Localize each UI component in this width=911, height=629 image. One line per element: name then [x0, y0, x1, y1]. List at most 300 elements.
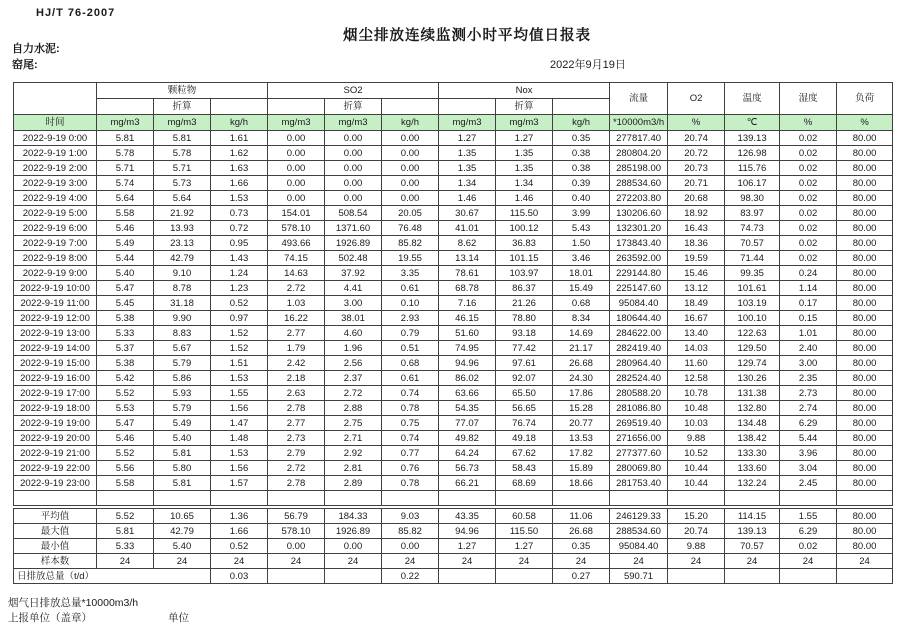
table-cell: 5.73 — [154, 176, 211, 191]
table-cell — [553, 491, 610, 506]
table-cell: 80.00 — [837, 296, 893, 311]
table-cell: 5.74 — [97, 176, 154, 191]
table-cell: 280588.20 — [610, 386, 668, 401]
table-cell: 281753.40 — [610, 476, 668, 491]
table-cell: 5.78 — [97, 146, 154, 161]
table-cell: 132.24 — [725, 476, 780, 491]
table-cell: 103.97 — [496, 266, 553, 281]
table-cell: 80.00 — [837, 509, 893, 524]
table-row — [14, 296, 893, 311]
table-row — [14, 206, 893, 221]
table-cell: 0.78 — [382, 476, 439, 491]
table-cell: 1371.60 — [325, 221, 382, 236]
table-cell: 24 — [97, 554, 154, 569]
table-cell: 16.22 — [268, 311, 325, 326]
table-cell: 132301.20 — [610, 221, 668, 236]
table-cell: 95084.40 — [610, 539, 668, 554]
table-cell: 0.72 — [211, 221, 268, 236]
table-cell: 14.69 — [553, 326, 610, 341]
table-cell: 64.24 — [439, 446, 496, 461]
table-cell: 5.40 — [97, 266, 154, 281]
table-row — [14, 491, 893, 506]
table-cell: 0.17 — [780, 296, 837, 311]
table-row — [14, 236, 893, 251]
table-cell: 2.72 — [268, 281, 325, 296]
unit-header: mg/m3 — [154, 115, 211, 131]
table-cell: 80.00 — [837, 221, 893, 236]
table-cell: 42.79 — [154, 524, 211, 539]
table-cell: 10.65 — [154, 509, 211, 524]
table-cell — [780, 569, 837, 584]
table-cell: 122.63 — [725, 326, 780, 341]
table-cell: 80.00 — [837, 401, 893, 416]
table-cell — [496, 491, 553, 506]
site-label: 窑尾: — [12, 59, 38, 71]
table-cell: 5.52 — [97, 386, 154, 401]
table-cell: 1.53 — [211, 371, 268, 386]
table-cell: 63.66 — [439, 386, 496, 401]
table-cell: 115.50 — [496, 524, 553, 539]
table-cell: 2.37 — [325, 371, 382, 386]
table-cell: 0.97 — [211, 311, 268, 326]
table-cell: 24 — [382, 554, 439, 569]
table-row — [14, 386, 893, 401]
table-row — [14, 416, 893, 431]
table-cell: 578.10 — [268, 221, 325, 236]
table-cell: 1.61 — [211, 131, 268, 146]
table-cell: 131.38 — [725, 386, 780, 401]
table-cell: 130.26 — [725, 371, 780, 386]
table-cell: 0.02 — [780, 236, 837, 251]
table-cell: 1.79 — [268, 341, 325, 356]
table-row — [14, 326, 893, 341]
table-cell: 133.60 — [725, 461, 780, 476]
table-cell: 0.78 — [382, 401, 439, 416]
table-cell: 1926.89 — [325, 524, 382, 539]
table-cell: 114.15 — [725, 509, 780, 524]
table-cell: 1.62 — [211, 146, 268, 161]
table-cell: 46.15 — [439, 311, 496, 326]
table-cell: 80.00 — [837, 386, 893, 401]
table-cell: 5.40 — [154, 431, 211, 446]
unit-header: mg/m3 — [268, 115, 325, 131]
table-cell: 0.40 — [553, 191, 610, 206]
table-cell: 24 — [211, 554, 268, 569]
table-cell: 17.82 — [553, 446, 610, 461]
table-cell: 68.69 — [496, 476, 553, 491]
table-cell: 8.78 — [154, 281, 211, 296]
unit-header: mg/m3 — [439, 115, 496, 131]
table-cell: 285198.00 — [610, 161, 668, 176]
table-cell: 2.78 — [268, 401, 325, 416]
table-cell: 23.13 — [154, 236, 211, 251]
table-cell: 0.00 — [325, 161, 382, 176]
table-cell: 277377.60 — [610, 446, 668, 461]
table-cell: 5.45 — [97, 296, 154, 311]
table-cell: 77.07 — [439, 416, 496, 431]
unit-header-load: % — [837, 115, 893, 131]
table-cell: 246129.33 — [610, 509, 668, 524]
table-cell: 56.73 — [439, 461, 496, 476]
table-cell — [154, 491, 211, 506]
table-cell: 0.02 — [780, 176, 837, 191]
table-cell: 0.00 — [382, 191, 439, 206]
table-cell: 80.00 — [837, 311, 893, 326]
table-cell: 10.03 — [668, 416, 725, 431]
daily-total-row — [14, 569, 893, 584]
table-cell: 1.56 — [211, 461, 268, 476]
table-cell: 1.52 — [211, 341, 268, 356]
table-cell: 180644.40 — [610, 311, 668, 326]
column-header-o2: O2 — [668, 83, 725, 115]
table-cell: 78.80 — [496, 311, 553, 326]
table-cell: 9.90 — [154, 311, 211, 326]
table-cell: 60.58 — [496, 509, 553, 524]
table-cell: 93.18 — [496, 326, 553, 341]
table-cell: 3.04 — [780, 461, 837, 476]
table-cell: 2.79 — [268, 446, 325, 461]
table-cell: 101.15 — [496, 251, 553, 266]
sub-header-blank — [268, 99, 325, 115]
table-cell: 1.46 — [439, 191, 496, 206]
unit-label: 单位 — [168, 612, 189, 624]
table-cell: 20.05 — [382, 206, 439, 221]
table-cell: 2022-9-19 22:00 — [14, 461, 97, 476]
table-cell: 5.81 — [154, 131, 211, 146]
table-cell: 2.42 — [268, 356, 325, 371]
table-cell: 0.00 — [382, 131, 439, 146]
table-cell: 20.72 — [668, 146, 725, 161]
table-cell: 24 — [154, 554, 211, 569]
table-cell: 1.24 — [211, 266, 268, 281]
table-cell: 2.71 — [325, 431, 382, 446]
sub-header-converted-nox: 折算 — [496, 99, 553, 115]
table-cell: 1.52 — [211, 326, 268, 341]
table-cell: 最小值 — [14, 539, 97, 554]
table-cell: 80.00 — [837, 176, 893, 191]
table-cell: 13.40 — [668, 326, 725, 341]
table-cell: 0.76 — [382, 461, 439, 476]
table-cell: 1.55 — [211, 386, 268, 401]
flue-gas-total-note: 烟气日排放总量*10000m3/h — [8, 597, 139, 609]
table-cell: 1.35 — [439, 161, 496, 176]
table-cell — [780, 491, 837, 506]
table-cell — [268, 491, 325, 506]
table-cell: 1.35 — [439, 146, 496, 161]
table-cell: 1.01 — [780, 326, 837, 341]
table-cell: 2022-9-19 2:00 — [14, 161, 97, 176]
table-cell: 5.40 — [154, 539, 211, 554]
table-cell: 2.45 — [780, 476, 837, 491]
table-cell: 97.61 — [496, 356, 553, 371]
table-cell: 5.79 — [154, 356, 211, 371]
table-cell: 1.35 — [496, 161, 553, 176]
table-cell: 26.68 — [553, 356, 610, 371]
table-cell: 5.37 — [97, 341, 154, 356]
sub-header-blank — [97, 99, 154, 115]
table-cell: 9.03 — [382, 509, 439, 524]
table-cell: 37.92 — [325, 266, 382, 281]
table-cell: 56.65 — [496, 401, 553, 416]
table-cell — [211, 491, 268, 506]
table-cell: 1.66 — [211, 176, 268, 191]
table-cell: 1.27 — [496, 539, 553, 554]
table-cell: 1.27 — [439, 131, 496, 146]
table-cell: 0.38 — [553, 146, 610, 161]
table-cell: 2.75 — [325, 416, 382, 431]
table-cell: 0.51 — [382, 341, 439, 356]
page-title: 烟尘排放连续监测小时平均值日报表 — [343, 28, 591, 44]
table-cell: 0.79 — [382, 326, 439, 341]
table-cell: 272203.80 — [610, 191, 668, 206]
table-cell: 2.56 — [325, 356, 382, 371]
table-cell: 80.00 — [837, 341, 893, 356]
table-cell: 1.66 — [211, 524, 268, 539]
table-cell: 98.30 — [725, 191, 780, 206]
table-cell: 2022-9-19 18:00 — [14, 401, 97, 416]
table-cell: 20.74 — [668, 131, 725, 146]
table-cell: 80.00 — [837, 356, 893, 371]
table-cell: 277817.40 — [610, 131, 668, 146]
table-cell — [725, 491, 780, 506]
table-cell: 9.88 — [668, 431, 725, 446]
table-cell: 5.47 — [97, 416, 154, 431]
table-cell: 80.00 — [837, 281, 893, 296]
table-cell: 5.64 — [154, 191, 211, 206]
table-cell: 288534.60 — [610, 176, 668, 191]
table-cell: 5.56 — [97, 461, 154, 476]
table-cell: 280069.80 — [610, 461, 668, 476]
table-cell: 1.46 — [496, 191, 553, 206]
table-cell: 38.01 — [325, 311, 382, 326]
table-cell: 282524.40 — [610, 371, 668, 386]
table-cell: 8.34 — [553, 311, 610, 326]
table-cell: 100.10 — [725, 311, 780, 326]
table-cell: 平均值 — [14, 509, 97, 524]
table-cell: 2022-9-19 16:00 — [14, 371, 97, 386]
table-cell: 2022-9-19 0:00 — [14, 131, 97, 146]
table-cell: 2.77 — [268, 326, 325, 341]
table-cell: 5.43 — [553, 221, 610, 236]
table-cell: 5.81 — [97, 131, 154, 146]
table-cell: 284622.00 — [610, 326, 668, 341]
column-header-flow: 流量 — [610, 83, 668, 115]
table-cell: 0.00 — [325, 539, 382, 554]
table-cell: 94.96 — [439, 524, 496, 539]
table-cell: 5.71 — [97, 161, 154, 176]
table-cell — [439, 569, 496, 584]
table-cell: 6.29 — [780, 524, 837, 539]
time-header-spacer — [14, 83, 97, 115]
table-cell: 271656.00 — [610, 431, 668, 446]
table-cell: 15.46 — [668, 266, 725, 281]
table-cell: 2.18 — [268, 371, 325, 386]
table-cell: 80.00 — [837, 191, 893, 206]
table-cell: 10.44 — [668, 461, 725, 476]
sub-header-blank — [553, 99, 610, 115]
unit-header: kg/h — [211, 115, 268, 131]
table-cell: 1.34 — [496, 176, 553, 191]
table-cell: 5.52 — [97, 446, 154, 461]
table-cell: 0.10 — [382, 296, 439, 311]
table-cell: 288534.60 — [610, 524, 668, 539]
table-cell: 15.28 — [553, 401, 610, 416]
unit-header: kg/h — [382, 115, 439, 131]
table-cell: 21.17 — [553, 341, 610, 356]
table-cell: 2.73 — [780, 386, 837, 401]
daily-total-nox-kgh: 0.27 — [553, 569, 610, 584]
table-cell: 24 — [553, 554, 610, 569]
table-cell: 5.58 — [97, 476, 154, 491]
table-cell: 0.77 — [382, 446, 439, 461]
summary-rows — [14, 509, 893, 569]
table-cell: 5.46 — [97, 431, 154, 446]
table-cell — [837, 491, 893, 506]
table-cell: 0.00 — [382, 146, 439, 161]
table-cell: 5.49 — [154, 416, 211, 431]
table-cell: 280964.40 — [610, 356, 668, 371]
table-cell: 67.62 — [496, 446, 553, 461]
unit-header-temperature: ℃ — [725, 115, 780, 131]
table-cell — [268, 569, 325, 584]
table-cell: 139.13 — [725, 524, 780, 539]
table-cell: 5.86 — [154, 371, 211, 386]
table-cell: 5.81 — [97, 524, 154, 539]
table-row — [14, 476, 893, 491]
table-cell: 24 — [496, 554, 553, 569]
table-cell: 2.72 — [268, 461, 325, 476]
table-cell: 139.13 — [725, 131, 780, 146]
table-cell: 5.53 — [97, 401, 154, 416]
table-cell: 5.49 — [97, 236, 154, 251]
table-cell: 8.83 — [154, 326, 211, 341]
table-cell — [837, 569, 893, 584]
table-cell: 41.01 — [439, 221, 496, 236]
table-cell: 26.68 — [553, 524, 610, 539]
table-cell: 6.29 — [780, 416, 837, 431]
table-cell: 20.68 — [668, 191, 725, 206]
table-cell: 281086.80 — [610, 401, 668, 416]
table-cell: 129.74 — [725, 356, 780, 371]
table-cell: 0.00 — [382, 176, 439, 191]
table-cell: 5.79 — [154, 401, 211, 416]
table-cell: 56.79 — [268, 509, 325, 524]
table-cell: 2.77 — [268, 416, 325, 431]
table-cell: 18.66 — [553, 476, 610, 491]
table-row — [14, 146, 893, 161]
table-cell: 1.35 — [496, 146, 553, 161]
table-cell: 5.47 — [97, 281, 154, 296]
table-cell: 13.12 — [668, 281, 725, 296]
unit-header: mg/m3 — [325, 115, 382, 131]
table-cell: 2022-9-19 17:00 — [14, 386, 97, 401]
table-cell: 76.74 — [496, 416, 553, 431]
table-cell: 9.10 — [154, 266, 211, 281]
table-cell: 80.00 — [837, 431, 893, 446]
summary-table — [13, 508, 893, 584]
company-label: 自力水泥: — [12, 43, 60, 55]
table-cell: 80.00 — [837, 326, 893, 341]
table-cell: 126.98 — [725, 146, 780, 161]
table-cell: 5.38 — [97, 311, 154, 326]
table-cell: 269519.40 — [610, 416, 668, 431]
table-cell: 10.52 — [668, 446, 725, 461]
table-cell: 2.63 — [268, 386, 325, 401]
table-cell: 13.14 — [439, 251, 496, 266]
table-cell: 0.00 — [268, 539, 325, 554]
table-cell: 5.81 — [154, 476, 211, 491]
table-cell: 0.02 — [780, 146, 837, 161]
table-cell: 24 — [439, 554, 496, 569]
table-cell: 样本数 — [14, 554, 97, 569]
table-cell: 2.78 — [268, 476, 325, 491]
table-cell: 2022-9-19 23:00 — [14, 476, 97, 491]
table-cell: 0.00 — [325, 131, 382, 146]
sub-header-converted-so2: 折算 — [325, 99, 382, 115]
table-cell: 0.00 — [268, 131, 325, 146]
table-cell: 0.02 — [780, 131, 837, 146]
time-column-header: 时间 — [14, 115, 97, 131]
table-cell: 11.60 — [668, 356, 725, 371]
table-cell: 49.18 — [496, 431, 553, 446]
table-cell: 1.57 — [211, 476, 268, 491]
table-cell: 0.00 — [268, 176, 325, 191]
table-cell: 14.63 — [268, 266, 325, 281]
table-cell — [97, 491, 154, 506]
table-cell: 280804.20 — [610, 146, 668, 161]
table-cell: 115.76 — [725, 161, 780, 176]
table-cell: 70.57 — [725, 236, 780, 251]
table-cell: 0.15 — [780, 311, 837, 326]
table-cell: 578.10 — [268, 524, 325, 539]
table-cell: 2022-9-19 9:00 — [14, 266, 97, 281]
table-cell: 3.00 — [780, 356, 837, 371]
table-cell: 5.52 — [97, 509, 154, 524]
table-cell: 5.38 — [97, 356, 154, 371]
table-cell: 1.55 — [780, 509, 837, 524]
table-row — [14, 461, 893, 476]
table-cell: 2022-9-19 4:00 — [14, 191, 97, 206]
table-cell: 18.49 — [668, 296, 725, 311]
table-row — [14, 356, 893, 371]
table-cell: 1.34 — [439, 176, 496, 191]
table-cell: 1.43 — [211, 251, 268, 266]
table-cell: 30.67 — [439, 206, 496, 221]
table-cell: 5.71 — [154, 161, 211, 176]
table-cell: 2022-9-19 11:00 — [14, 296, 97, 311]
table-cell: 5.33 — [97, 539, 154, 554]
table-cell: 0.61 — [382, 281, 439, 296]
table-cell: 94.96 — [439, 356, 496, 371]
table-cell: 2022-9-19 3:00 — [14, 176, 97, 191]
table-cell: 80.00 — [837, 131, 893, 146]
table-cell: 85.82 — [382, 524, 439, 539]
table-cell: 1.51 — [211, 356, 268, 371]
table-cell: 1.56 — [211, 401, 268, 416]
table-cell: 0.38 — [553, 161, 610, 176]
table-cell: 0.00 — [325, 191, 382, 206]
table-cell: 2.89 — [325, 476, 382, 491]
table-cell: 10.78 — [668, 386, 725, 401]
unit-header-humidity: % — [780, 115, 837, 131]
table-cell: 130206.60 — [610, 206, 668, 221]
unit-header: mg/m3 — [496, 115, 553, 131]
table-cell: 20.74 — [668, 524, 725, 539]
table-cell — [382, 491, 439, 506]
table-cell: 2022-9-19 1:00 — [14, 146, 97, 161]
table-cell: 21.92 — [154, 206, 211, 221]
table-row — [14, 446, 893, 461]
